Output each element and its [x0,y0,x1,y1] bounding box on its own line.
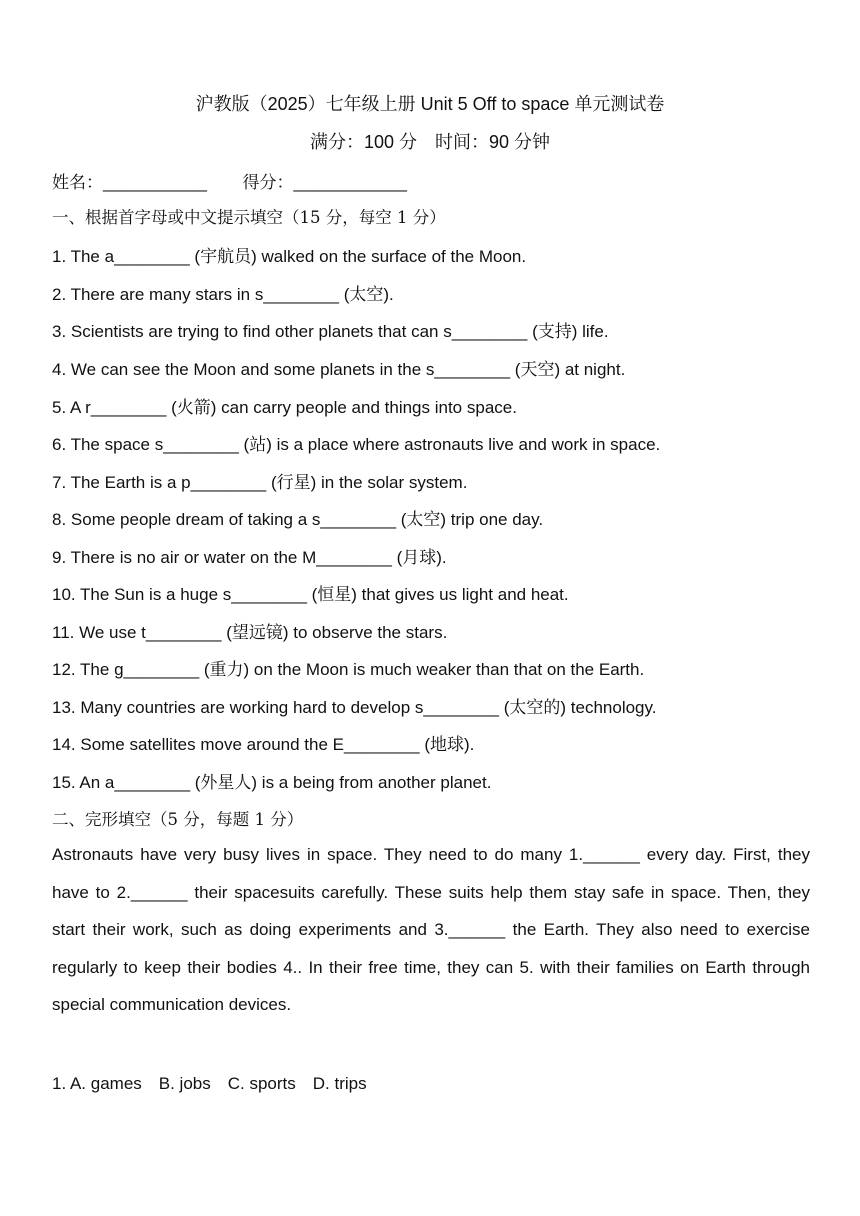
question-item: 15. An a________ (外星人) is a being from another planet. [52,773,492,792]
score-field-label: 得分：____________ [242,173,407,192]
question-item: 10. The Sun is a huge s________ (恒星) that gives us light and heat. [52,585,569,604]
question-item: 13. Many countries are working hard to develop s________ (太空的) technology. [52,698,657,717]
question-item: 6. The space s________ (站) is a place where astronauts live and work in space. [52,435,661,454]
section1-heading: 一、根据首字母或中文提示填空（15 分，每空 1 分） [52,208,446,227]
cloze-question-1: 1. A. games B. jobs C. sports D. trips [52,1074,367,1093]
exam-subtitle: 满分：100 分 时间：90 分钟 [309,132,551,152]
question-item: 2. There are many stars in s________ (太空). [52,285,394,304]
question-item: 1. The a________ (宇航员) walked on the surface of the Moon. [52,247,527,266]
section2-heading: 二、完形填空（5 分，每题 1 分） [52,810,304,829]
question-item: 9. There is no air or water on the M________ (月球). [52,548,447,567]
question-item: 4. We can see the Moon and some planets in the s________ (天空) at night. [52,360,626,379]
student-info [52,168,407,193]
question-item: 8. Some people dream of taking a s________ (太空) trip one day. [52,510,544,529]
name-field-label: 姓名：___________ [52,173,208,192]
question-item: 7. The Earth is a p________ (行星) in the solar system. [52,473,468,492]
question-item: 14. Some satellites move around the E________ (地球). [52,735,475,754]
exam-title: 沪教版（2025）七年级上册 Unit 5 Off to space 单元测试卷 [195,94,665,114]
question-item: 11. We use t________ (望远镜) to observe the stars. [52,623,448,642]
question-item: 5. A r________ (火箭) can carry people and things into space. [52,398,517,417]
cloze-passage: Astronauts have very busy lives in space. They need to do many 1.______ every day. First, they have to 2.______ their spacesuits carefully. These suits help them stay safe in space. Then, they start their work, such as doing experiments and 3.______ the Earth. They also need to exercise regularly to keep their bodies 4.. In their free time, they can 5. with their families on Earth through special communication devices. [52,845,810,1014]
question-item: 3. Scientists are trying to find other planets that can s________ (支持) life. [52,322,609,341]
question-item: 12. The g________ (重力) on the Moon is much weaker than that on the Earth. [52,660,645,679]
